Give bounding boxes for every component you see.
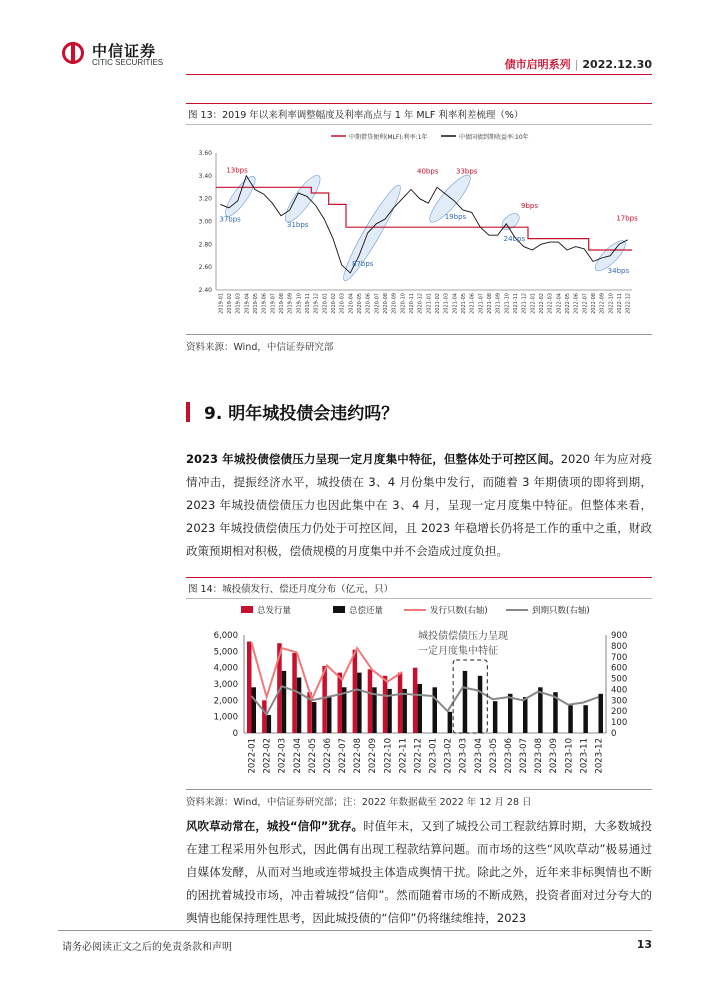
- x-tick-label: 2022-02: [262, 738, 273, 774]
- repayment-bar: [357, 673, 362, 733]
- y2-tick-label: 0: [611, 729, 617, 739]
- issuance-bar: [368, 669, 373, 733]
- x-tick-label: 2023-10: [564, 738, 575, 774]
- figure-13-plot: [199, 150, 638, 314]
- figure-13-title: 图 13：2019 年以来利率调整幅度及利率高点与 1 年 MLF 利率利差梳理（%）: [186, 103, 652, 125]
- repayment-bar: [599, 694, 604, 733]
- x-tick-label: 2021-03: [443, 293, 450, 314]
- logo-en: CITIC SECURITIES: [92, 58, 164, 67]
- annotation-label: 40bps: [417, 167, 439, 176]
- y2-tick-label: 900: [611, 631, 628, 641]
- x-tick-label: 2022-12: [413, 738, 424, 774]
- x-tick-label: 2022-12: [625, 293, 632, 314]
- issuance-bar: [383, 676, 388, 733]
- section-title: 9. 明年城投债会违约吗？: [204, 404, 399, 424]
- x-tick-label: 2019-04: [244, 293, 251, 314]
- x-tick-label: 2023-07: [519, 738, 530, 774]
- figure-14-legend: [241, 605, 590, 616]
- paragraph-2-lead: 风吹草动常在，城投“信仰”犹存。: [186, 819, 364, 833]
- y2-tick-label: 100: [611, 718, 628, 729]
- x-tick-label: 2020-08: [383, 293, 389, 314]
- y2-tick-label: 200: [611, 707, 628, 718]
- x-tick-label: 2022-01: [247, 738, 258, 774]
- repayment-bar: [433, 687, 438, 733]
- annotation-label: 34bps: [607, 266, 630, 275]
- paragraph-2: [186, 815, 652, 930]
- mlf-rate-line: [216, 187, 632, 250]
- legend-repayment-label: 总偿还量: [349, 606, 384, 616]
- repayment-bar: [568, 705, 573, 733]
- x-tick-label: 2022-09: [368, 738, 379, 774]
- annotation-label: 17bps: [616, 214, 638, 223]
- figure-13-legend: [331, 133, 529, 141]
- x-tick-label: 2021-09: [495, 293, 502, 314]
- repayment-bar: [312, 702, 317, 733]
- figure-14-source: 资料来源：Wind，中信证券研究部；注：2022 年数据截至 2022 年 12 月 28 日: [186, 789, 652, 808]
- issuance-bar: [398, 673, 403, 733]
- report-date: 2022.12.30: [582, 58, 652, 71]
- annotation-label: 87bps: [352, 260, 374, 269]
- annotation-label: 31bps: [287, 221, 309, 230]
- series-name: 债市启明系列: [504, 58, 571, 71]
- x-tick-label: 2020-11: [409, 293, 415, 314]
- x-tick-label: 2022-07: [582, 293, 589, 314]
- header-series: [505, 56, 652, 72]
- repayment-bar: [402, 689, 407, 733]
- y-tick-label: 3,000: [213, 680, 238, 690]
- highlight-ellipse: [338, 181, 407, 284]
- repayment-bar: [538, 687, 543, 733]
- legend-repayment-swatch: [333, 606, 345, 613]
- annotation-label: 33bps: [456, 167, 478, 176]
- x-tick-label: 2019-12: [313, 293, 320, 314]
- x-tick-label: 2019-07: [270, 293, 277, 314]
- x-tick-label: 2019-11: [305, 293, 311, 314]
- x-tick-label: 2020-12: [417, 293, 424, 314]
- figure-14-title: 图 14：城投债发行、偿还月度分布（亿元，只）: [186, 577, 652, 599]
- repayment-bar: [493, 701, 498, 733]
- y-tick-label: 2,000: [213, 696, 238, 707]
- annotation-label: 24bps: [503, 234, 526, 243]
- x-tick-label: 2020-02: [331, 293, 337, 314]
- y2-tick-label: 500: [611, 674, 628, 685]
- page-number: 13: [636, 938, 652, 951]
- x-tick-label: 2022-04: [556, 293, 563, 314]
- x-tick-label: 2022-07: [338, 738, 349, 774]
- x-tick-label: 2020-03: [339, 293, 346, 314]
- x-tick-label: 2023-01: [428, 738, 439, 774]
- x-tick-label: 2022-10: [608, 293, 615, 314]
- repayment-bar: [448, 712, 453, 733]
- x-tick-label: 2023-02: [443, 738, 454, 774]
- x-tick-label: 2020-10: [400, 293, 407, 314]
- y2-tick-label: 400: [611, 685, 628, 696]
- y-tick-label: 3.40: [198, 172, 212, 180]
- legend-issuance-swatch: [241, 606, 253, 613]
- repayment-bar: [583, 705, 588, 733]
- annotation-label: 37bps: [219, 215, 241, 224]
- x-tick-label: 2020-05: [357, 293, 363, 314]
- x-tick-label: 2022-11: [617, 293, 623, 314]
- repayment-bar: [463, 671, 468, 733]
- y-tick-label: 2.40: [198, 287, 212, 294]
- header-separator: |: [574, 58, 579, 71]
- issue-count-line: [252, 643, 403, 700]
- x-tick-label: 2022-05: [565, 293, 571, 314]
- legend-cgb-label: 中债国债到期收益率:10年: [459, 134, 529, 141]
- x-tick-label: 2022-04: [292, 738, 303, 774]
- y-tick-label: 3.00: [198, 218, 212, 226]
- x-tick-label: 2020-01: [322, 293, 329, 314]
- issuance-bar: [338, 673, 343, 733]
- y2-tick-label: 800: [611, 641, 628, 652]
- x-tick-label: 2020-07: [374, 293, 381, 314]
- x-tick-label: 2021-05: [461, 293, 467, 314]
- paragraph-1-lead: 2023 年城投债偿债压力呈现一定月度集中特征，但整体处于可控区间。: [186, 452, 561, 466]
- x-tick-label: 2020-09: [391, 293, 398, 314]
- x-tick-label: 2021-10: [504, 293, 511, 314]
- x-tick-label: 2021-01: [426, 293, 433, 314]
- callout-line-1: 城投债偿债压力呈现: [418, 631, 508, 642]
- repayment-bar: [267, 715, 272, 733]
- x-tick-label: 2021-04: [452, 293, 459, 314]
- x-tick-label: 2022-08: [353, 738, 364, 774]
- repayment-bar: [327, 697, 332, 733]
- x-tick-label: 2023-08: [534, 738, 545, 774]
- logo-cn: 中信证券: [92, 42, 157, 60]
- highlight-ellipse: [221, 173, 260, 220]
- repayment-bar: [508, 694, 513, 733]
- annotation-label: 19bps: [444, 213, 467, 222]
- x-tick-label: 2022-10: [383, 738, 394, 774]
- x-tick-label: 2019-06: [261, 293, 268, 314]
- paragraph-1: [186, 448, 652, 563]
- x-tick-label: 2021-12: [521, 293, 528, 314]
- legend-issuance-label: 总发行量: [257, 606, 292, 616]
- x-tick-label: 2022-08: [591, 293, 597, 314]
- paragraph-2-body: 时值年末，又到了城投公司工程款结算时期，大多数城投在建工程采用外包形式，因此偶有出现工程款结算问题。而市场的这些“风吹草动”极易通过自媒体发酵，从而对当地或连带城投主体造成舆情干扰。除此之外，近年来非标舆情也不断的困扰着城投市场，冲击着城投“信仰”。然而随着市场的不断成熟，投资者面对过分夸大的舆情也能保持理性思考，因此城投债的“信仰”仍将继续维持，2023: [186, 819, 653, 925]
- figure-14-chart: [186, 600, 652, 785]
- x-tick-label: 2023-09: [549, 738, 560, 774]
- section-marker: [186, 402, 190, 422]
- x-tick-label: 2023-12: [594, 738, 605, 774]
- repayment-bar: [418, 684, 423, 733]
- x-tick-label: 2019-09: [287, 293, 294, 314]
- x-tick-label: 2023-04: [473, 738, 484, 774]
- y-tick-label: 5,000: [213, 647, 238, 658]
- issuance-bar: [247, 642, 252, 734]
- issuance-bar: [292, 653, 297, 733]
- figure-13-chart: [186, 125, 652, 330]
- x-tick-label: 2022-01: [530, 293, 537, 314]
- x-tick-label: 2022-03: [547, 293, 554, 314]
- issuance-bar: [413, 668, 418, 733]
- y2-tick-label: 700: [611, 652, 628, 663]
- x-tick-label: 2019-02: [227, 293, 233, 314]
- legend-mlf-label: 中期借贷便利(MLF):利率:1年: [349, 134, 428, 141]
- annotation-label: 13bps: [226, 166, 248, 175]
- y-tick-label: 6,000: [213, 631, 238, 641]
- repayment-bar: [297, 678, 302, 734]
- citic-logo-icon: [62, 42, 84, 64]
- x-tick-label: 2023-05: [488, 738, 499, 774]
- legend-issue-count-label: 发行只数(右轴): [430, 606, 488, 616]
- x-tick-label: 2023-06: [503, 738, 514, 774]
- repayment-bar: [252, 687, 257, 733]
- maturity-count-line: [252, 686, 599, 714]
- x-tick-label: 2022-02: [539, 293, 545, 314]
- x-tick-label: 2021-08: [487, 293, 493, 314]
- footer-divider: [58, 930, 652, 931]
- x-tick-label: 2022-06: [573, 293, 580, 314]
- x-tick-label: 2021-07: [478, 293, 485, 314]
- y-tick-label: 0: [232, 729, 238, 739]
- issuance-bar: [262, 700, 267, 733]
- x-tick-label: 2021-11: [513, 293, 519, 314]
- x-tick-label: 2019-05: [253, 293, 259, 314]
- y2-tick-label: 600: [611, 663, 628, 674]
- repayment-bar: [478, 676, 483, 733]
- x-tick-label: 2021-02: [435, 293, 441, 314]
- x-tick-label: 2022-11: [398, 738, 409, 774]
- callout-line-2: 一定月度集中特征: [418, 646, 498, 657]
- x-tick-label: 2022-09: [599, 293, 606, 314]
- x-tick-label: 2019-03: [235, 293, 242, 314]
- x-tick-label: 2019-10: [296, 293, 303, 314]
- repayment-bar: [523, 697, 528, 733]
- x-tick-label: 2023-11: [579, 738, 590, 774]
- x-tick-label: 2021-06: [469, 293, 476, 314]
- y-tick-label: 1,000: [213, 712, 238, 723]
- x-tick-label: 2019-08: [279, 293, 285, 314]
- x-tick-label: 2019-01: [218, 293, 225, 314]
- legend-maturity-count-label: 到期只数(右轴): [532, 606, 590, 616]
- y-tick-label: 2.60: [198, 264, 212, 272]
- y-tick-label: 3.20: [198, 195, 212, 203]
- repayment-bar: [282, 671, 287, 733]
- y-tick-label: 4,000: [213, 663, 238, 674]
- y-tick-label: 2.80: [198, 241, 212, 249]
- x-tick-label: 2023-03: [458, 738, 469, 774]
- header-divider: [186, 74, 652, 75]
- footer-disclaimer: 请务必阅读正文之后的免责条款和声明: [62, 942, 232, 953]
- figure-13-source: 资料来源：Wind，中信证券研究部: [186, 334, 652, 353]
- x-tick-label: 2022-06: [322, 738, 333, 774]
- y-tick-label: 3.60: [198, 150, 212, 157]
- y2-tick-label: 300: [611, 696, 628, 707]
- x-tick-label: 2022-03: [277, 738, 288, 774]
- paragraph-1-body: 2020 年为应对疫情冲击，提振经济水平，城投债在 3、4 月份集中发行，而随着 3 年期债项的即将到期，2023 年城投债偿债压力也因此集中在 3、4 月，呈现一定月度集中特征。但整体来看，2023 年城投债偿债压力仍处于可控区间，且 2023 年稳增长仍将是工作的重中之重，财政政策预期相对积极，偿债规模的月度集中并不会造成过度负担。: [186, 452, 652, 558]
- cgb-10y-yield-line: [220, 176, 627, 273]
- x-tick-label: 2020-04: [348, 293, 355, 314]
- highlight-ellipse: [280, 171, 325, 226]
- annotation-label: 9bps: [521, 201, 538, 210]
- x-tick-label: 2020-06: [365, 293, 372, 314]
- x-tick-label: 2022-05: [307, 738, 318, 774]
